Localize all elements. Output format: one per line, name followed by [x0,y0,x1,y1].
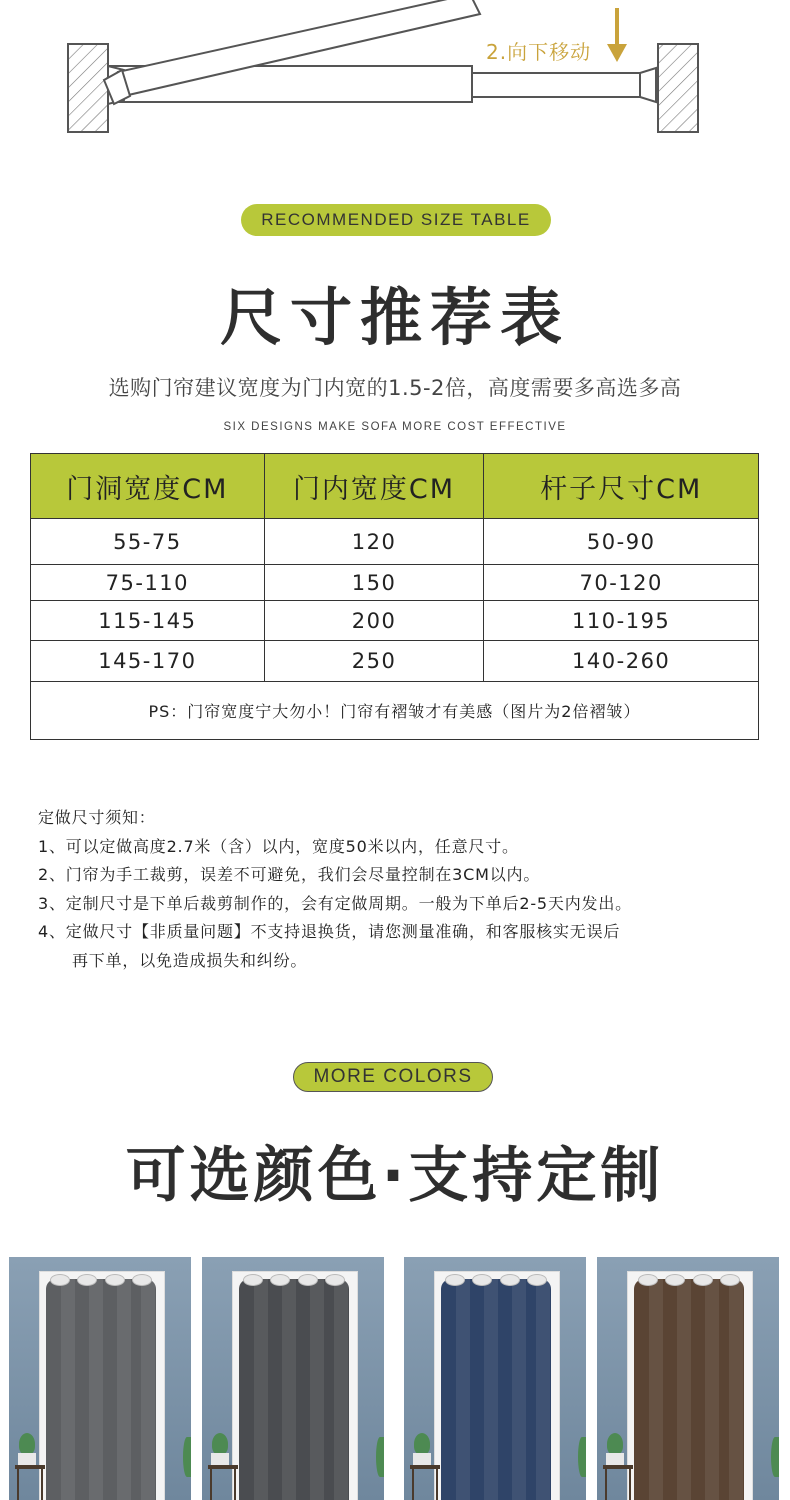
curtain-grommets [634,1274,744,1286]
grommet-ring [298,1274,318,1286]
side-shelf [410,1465,440,1500]
curtain-fold [310,1279,324,1500]
grommet-ring [243,1274,263,1286]
plant-shelf-decoration [15,1433,41,1500]
table-cell: 200 [264,601,484,641]
notes-heading: 定做尺寸须知： [38,808,156,827]
size-table [30,453,759,740]
size-subtitle-en: SIX DESIGNS MAKE SOFA MORE COST EFFECTIVE [223,421,567,433]
curtain-fold [484,1279,498,1500]
table-cell: 250 [264,641,484,682]
color-swatch-card[interactable] [202,1257,384,1500]
edge-plant-leaf [771,1437,779,1477]
grommet-ring [527,1274,547,1286]
curtain-grommets [239,1274,349,1286]
curtain-fold [61,1279,75,1500]
header-door-inner-width: 门内宽度CM [264,454,484,519]
header-rod-size: 杆子尺寸CM [484,454,759,519]
edge-plant-leaf [376,1437,384,1477]
plant-leaf [414,1433,430,1455]
note-item-continuation: 再下单，以免造成损失和纠纷。 [72,950,308,970]
plant-leaf [607,1433,623,1455]
table-cell: 110-195 [484,601,759,641]
edge-plant-leaf [578,1437,586,1477]
curtain-fold [282,1279,296,1500]
plant-pot [18,1453,36,1465]
curtain-fold [512,1279,526,1500]
colors-title: 可选颜色·支持定制 [125,1141,665,1211]
curtain-grommets [441,1274,551,1286]
arrow-down-icon [607,8,627,62]
grommet-ring [270,1274,290,1286]
table-cell: 55-75 [31,519,265,565]
curtain-fold [729,1279,743,1500]
grommet-ring [105,1274,125,1286]
size-subtitle: 选购门帘建议宽度为门内宽的1.5-2倍，高度需要多高选多高 [108,376,682,400]
table-row [31,565,759,601]
curtain-fold [254,1279,268,1500]
curtain-fold [141,1279,155,1500]
curtain-fold [89,1279,103,1500]
left-wall [68,44,108,132]
tension-rod-illustration [0,0,790,160]
grommet-ring [665,1274,685,1286]
table-row [31,601,759,641]
table-header-row [31,454,759,519]
curtain-fold [334,1279,348,1500]
table-cell: 75-110 [31,565,265,601]
side-shelf [15,1465,45,1500]
curtain-grommets [46,1274,156,1286]
table-cell: 145-170 [31,641,265,682]
grommet-ring [77,1274,97,1286]
side-shelf [208,1465,238,1500]
curtain-fold [117,1279,131,1500]
header-door-opening-width: 门洞宽度CM [31,454,265,519]
note-item: 1、可以定做高度2.7米（含）以内，宽度50米以内，任意尺寸。 [38,836,519,856]
side-shelf [603,1465,633,1500]
step-label: 2.向下移动 [486,40,592,64]
curtain-fold [649,1279,663,1500]
color-swatch-card[interactable] [404,1257,586,1500]
right-wall [658,44,698,132]
plant-leaf [212,1433,228,1455]
table-row [31,641,759,682]
table-row [31,519,759,565]
grommet-ring [693,1274,713,1286]
edge-plant-leaf [183,1437,191,1477]
note-item: 3、定制尺寸是下单后裁剪制作的，会有定做周期。一般为下单后2-5天内发出。 [38,893,632,913]
grommet-ring [325,1274,345,1286]
curtain-fold [677,1279,691,1500]
size-table-title: 尺寸推荐表 [219,281,570,354]
recommended-size-badge: RECOMMENDED SIZE TABLE [241,204,551,236]
plant-pot [211,1453,229,1465]
curtain-fold [456,1279,470,1500]
note-item: 2、门帘为手工裁剪，误差不可避免，我们会尽量控制在3CM以内。 [38,865,541,884]
grommet-ring [638,1274,658,1286]
color-swatch-card[interactable] [9,1257,191,1500]
plant-shelf-decoration [208,1433,234,1500]
curtain-fold [536,1279,550,1500]
curtain-fold [705,1279,719,1500]
custom-size-notes [38,804,768,975]
grommet-ring [50,1274,70,1286]
grommet-ring [132,1274,152,1286]
plant-shelf-decoration [410,1433,436,1500]
grommet-ring [472,1274,492,1286]
grommet-ring [500,1274,520,1286]
grommet-ring [720,1274,740,1286]
table-cell: 50-90 [484,519,759,565]
plant-leaf [19,1433,35,1455]
more-colors-badge: MORE COLORS [293,1062,493,1092]
table-cell: 70-120 [484,565,759,601]
grommet-ring [445,1274,465,1286]
plant-shelf-decoration [603,1433,629,1500]
plant-pot [413,1453,431,1465]
plant-pot [606,1453,624,1465]
color-swatch-card[interactable] [597,1257,779,1500]
note-item: 4、定做尺寸【非质量问题】不支持退换货，请您测量准确，和客服核实无误后 [38,922,621,941]
table-cell: 115-145 [31,601,265,641]
table-cell: 150 [264,565,484,601]
table-cell: 120 [264,519,484,565]
table-note-row [31,682,759,740]
table-note: PS：门帘宽度宁大勿小！门帘有褶皱才有美感（图片为2倍褶皱） [31,682,759,740]
table-cell: 140-260 [484,641,759,682]
